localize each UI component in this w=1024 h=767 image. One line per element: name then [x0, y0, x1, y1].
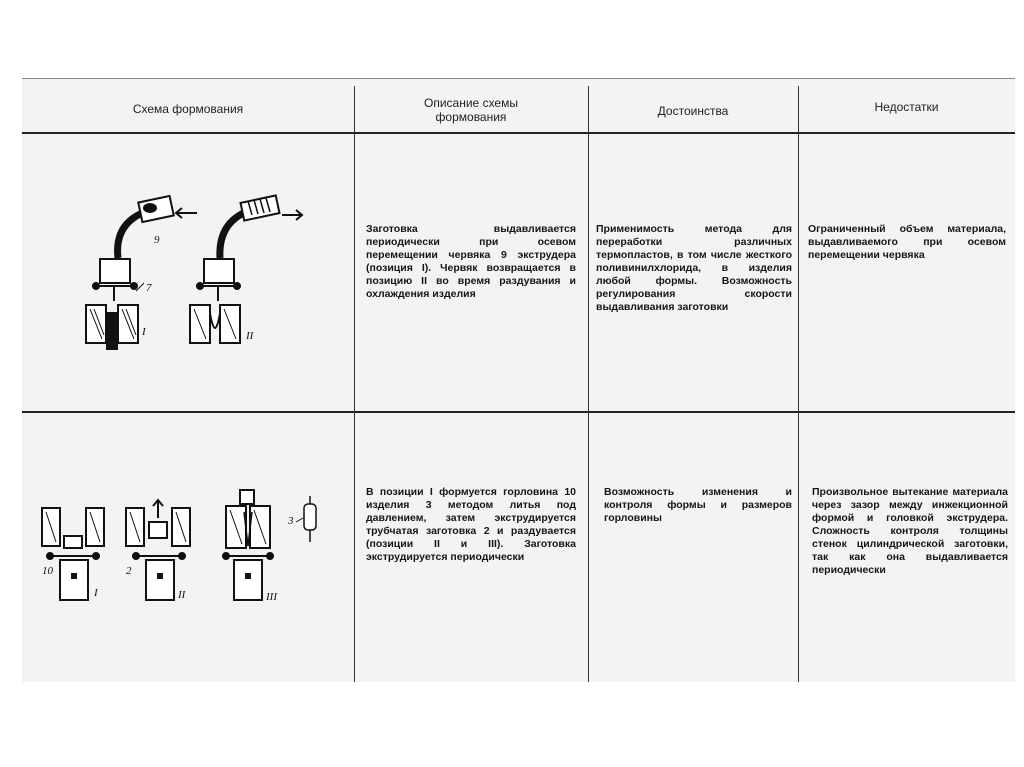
col-divider-2	[588, 86, 589, 682]
header-scheme: Схема формования	[132, 102, 244, 116]
extruder-head-2	[204, 259, 234, 283]
row-separator	[22, 411, 1015, 413]
label-position-1: I	[142, 326, 146, 338]
label-position-1b: I	[94, 587, 98, 599]
label-neck-10: 10	[42, 565, 53, 577]
row1-description: Заготовка выдавливается периодически при осевом перемещении червяка 9 экструдера (позиция I). Червяк возвращается в позицию II во время раздувания и охлаждения изделия	[366, 223, 576, 300]
row2-advantages: Возможность изменения и контроля формы и размеров горловины	[604, 486, 792, 524]
label-product-3: 3	[288, 515, 294, 527]
label-position-3b: III	[266, 591, 277, 603]
product-bottle	[304, 504, 316, 530]
scheme-figure-2	[22, 414, 354, 684]
extruder-p2	[146, 560, 174, 600]
header-description-line1: Описание схемы	[424, 96, 518, 110]
label-preform-2: 2	[126, 565, 132, 577]
extruder-p1	[60, 560, 88, 600]
scanned-table	[22, 78, 1015, 682]
label-part-7: 7	[146, 282, 152, 294]
col-divider-1	[354, 86, 355, 682]
label-position-2: II	[246, 330, 254, 342]
header-disadvantages: Недостатки	[874, 100, 939, 114]
col-divider-3	[798, 86, 799, 682]
arrow-left-1	[176, 208, 197, 218]
scheme-figure-1	[22, 133, 354, 411]
header-advantages: Достоинства	[657, 104, 729, 118]
row2-disadvantages: Произвольное вытекание материала через зазор между инжекционной формой и головкой экструдера. Сложность контроля толщины стенок цилиндрической заготовки, так как она выдавливается периодически	[812, 486, 1008, 576]
row2-description: В позиции I формуется горловина 10 изделия 3 методом литья под давлением, затем экструдируется трубчатая заготовка 2 и раздувается (позиции II и III). Заготовка экструдируется периодически	[366, 486, 576, 563]
row1-advantages: Применимость метода для переработки различных термопластов, в том числе жесткого поливинилхлорида, в изделия любой формы. Возможность регулирования скорости выдавливания заготовки	[596, 223, 792, 313]
extruder-head-1	[100, 259, 130, 283]
label-screw-9: 9	[154, 234, 160, 246]
header-description-line2: формования	[435, 110, 507, 124]
header-description	[354, 96, 588, 124]
extruder-p3	[234, 560, 262, 600]
header-top-rule	[22, 78, 1015, 79]
label-position-2b: II	[178, 589, 186, 601]
row1-disadvantages: Ограниченный объем материала, выдавливаемого при осевом перемещении червяка	[808, 223, 1006, 261]
arrow-right-2	[282, 210, 302, 220]
